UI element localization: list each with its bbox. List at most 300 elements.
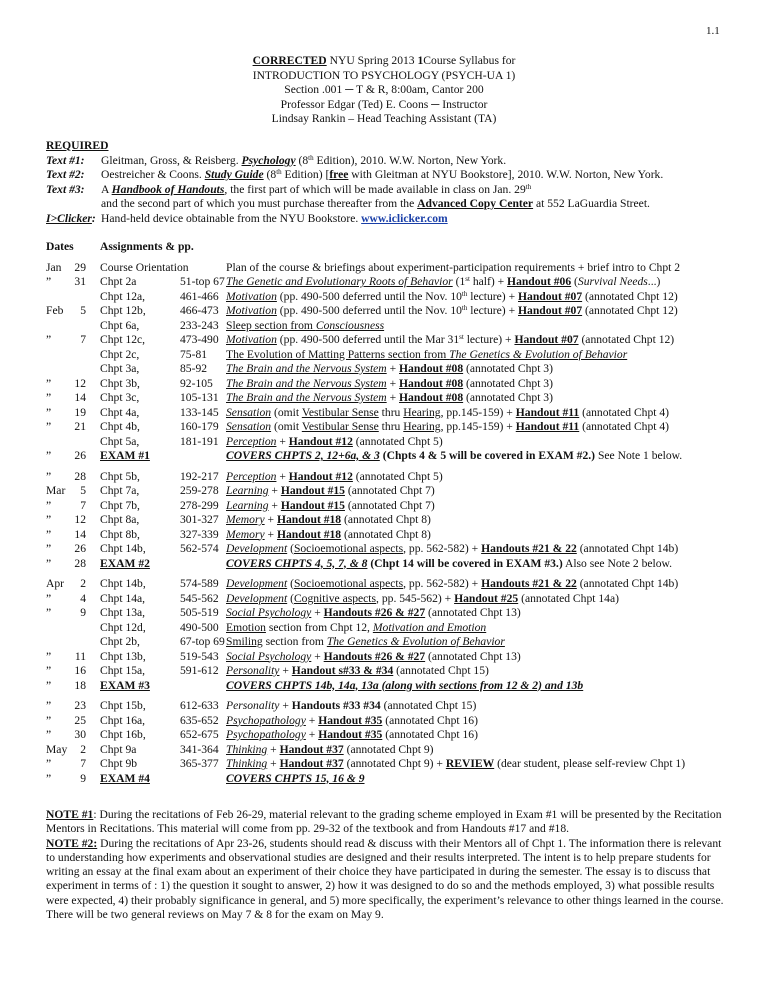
- description-segment: Handout #15: [280, 498, 345, 512]
- description-segment: +: [279, 699, 292, 712]
- row-description: [226, 728, 478, 743]
- text2-content: [101, 168, 663, 183]
- description-segment: , pp. 562-582) +: [403, 577, 482, 590]
- row-day: 25: [74, 713, 86, 727]
- description-segment: Handout #11: [515, 420, 580, 433]
- row-day: 2: [80, 742, 86, 756]
- description-segment: Social Psychology: [226, 649, 312, 663]
- row-chapter: Chpt 14a,: [100, 591, 146, 605]
- required-title: REQUIRED: [46, 139, 109, 152]
- description-segment: Survival Needs: [577, 275, 648, 288]
- row-pages: 327-339: [180, 527, 219, 541]
- description-segment: (annotated Chpt 14b): [576, 577, 679, 590]
- row-description: [226, 348, 627, 363]
- description-segment: (annotated Chpt 5): [352, 434, 443, 448]
- description-segment: Handouts #26 & #27: [323, 606, 426, 619]
- row-description: [226, 606, 521, 621]
- text3-b: , the first part of which will be made available in class on Jan. 29: [224, 182, 526, 196]
- description-segment: (annotated Chpt 13): [425, 649, 521, 663]
- description-segment: (annotated Chpt 7): [344, 484, 435, 497]
- row-day: 5: [80, 304, 86, 317]
- note-2-label: NOTE #2:: [46, 836, 98, 850]
- row-description: [226, 275, 660, 290]
- row-description: [226, 664, 489, 679]
- description-segment: Psychopathology: [226, 728, 306, 741]
- schedule-row: [46, 757, 766, 772]
- description-segment: Hearing: [403, 420, 441, 433]
- schedule-rows: [46, 261, 766, 787]
- description-segment: Learning: [226, 498, 269, 512]
- description-segment: (annotated Chpt 7): [344, 498, 435, 512]
- description-segment: COVERS CHPTS 4, 5, 7, & 8: [226, 556, 368, 570]
- row-chapter: Chpt 8a,: [100, 513, 140, 526]
- description-segment: +: [268, 498, 281, 512]
- row-month: ”: [46, 606, 52, 619]
- required-title-row: [46, 139, 736, 154]
- copy-center: Advanced Copy Center: [417, 197, 534, 210]
- header-marker: 1: [417, 54, 424, 67]
- syllabus-header: [0, 54, 768, 127]
- description-segment: The Genetic and Evolutionary Roots of Behavior: [226, 275, 453, 288]
- row-day: 7: [80, 757, 86, 770]
- description-segment: (annotated Chpt 3): [463, 376, 553, 390]
- description-segment: , pp. 562-582) +: [403, 542, 482, 555]
- row-day: 30: [74, 728, 86, 741]
- row-month: ”: [46, 664, 52, 677]
- description-segment: (: [287, 577, 294, 590]
- description-segment: th: [461, 304, 468, 312]
- instructor: Professor Edgar (Ted) E. Coons ─ Instructor: [280, 97, 488, 111]
- row-description: [226, 650, 521, 665]
- row-pages: 519-543: [180, 649, 219, 663]
- description-segment: Handout #37: [279, 757, 344, 770]
- row-chapter: Chpt 12d,: [100, 620, 146, 634]
- text1-title: Psychology: [241, 153, 296, 167]
- row-chapter: Chpt 14b,: [100, 542, 146, 555]
- description-segment: Memory: [226, 527, 265, 541]
- description-segment: Handout #06: [507, 275, 572, 288]
- row-chapter: Chpt 3b,: [100, 376, 140, 390]
- row-day: 28: [74, 469, 86, 483]
- row-pages: 51-top 67: [180, 275, 225, 288]
- description-segment: Social Psychology: [226, 606, 312, 619]
- description-segment: Consciousness: [315, 318, 385, 332]
- schedule-row: [46, 333, 766, 348]
- row-pages: 301-327: [180, 513, 219, 526]
- row-chapter: Chpt 15a,: [100, 664, 146, 677]
- row-chapter: Chpt 4a,: [100, 405, 140, 419]
- description-segment: section from: [385, 347, 450, 361]
- row-chapter: Chpt 16a,: [100, 713, 146, 727]
- note-1: [46, 808, 726, 837]
- description-segment: (Chpt 14 will be covered in EXAM #3.): [367, 556, 563, 570]
- description-segment: Hearing: [403, 405, 441, 419]
- row-pages: 105-131: [180, 391, 219, 404]
- schedule-row: [46, 499, 766, 514]
- row-description: [226, 679, 583, 694]
- row-pages: 341-364: [180, 742, 219, 756]
- row-pages: 365-377: [180, 757, 219, 770]
- description-segment: Handout #18: [276, 513, 342, 526]
- row-pages: 466-473: [180, 304, 219, 317]
- description-segment: Handout #18: [276, 527, 342, 541]
- row-description: [226, 484, 435, 499]
- description-segment: , pp. 545-562) +: [376, 591, 455, 605]
- text3-a: A: [101, 182, 112, 196]
- row-pages: 75-81: [180, 347, 208, 361]
- iclicker-link[interactable]: www.iclicker.com: [361, 211, 448, 225]
- exam-row: [46, 679, 766, 694]
- row-month: ”: [46, 275, 52, 288]
- row-month: ”: [46, 649, 52, 663]
- row-chapter: EXAM #4: [100, 771, 150, 785]
- description-segment: th: [461, 289, 468, 298]
- description-segment: (annotated Chpt 12): [578, 333, 675, 346]
- schedule-row: [46, 290, 766, 305]
- iclicker-label: I>Clicker: [46, 211, 92, 225]
- description-segment: Sleep: [226, 318, 252, 332]
- text3-line2a: and the second part of which you must purchase thereafter from the: [101, 197, 418, 210]
- description-segment: Handout #08: [399, 376, 464, 390]
- row-month: Jan: [46, 260, 62, 274]
- schedule-header-row: [46, 240, 766, 255]
- row-chapter: Chpt 2a: [100, 275, 137, 288]
- description-segment: +: [311, 649, 324, 663]
- description-segment: Motivation and Emotion: [372, 620, 487, 634]
- row-pages: 181-191: [180, 434, 219, 448]
- row-chapter: Chpt 16b,: [100, 728, 146, 741]
- description-segment: +: [267, 757, 280, 770]
- row-chapter: Chpt 5b,: [100, 469, 140, 483]
- iclicker-label-wrap: [46, 212, 96, 227]
- note-2: [46, 837, 726, 923]
- description-segment: +: [311, 606, 324, 619]
- text2-pub: with Gleitman at NYU Bookstore], 2010. W.W. Norton, New York.: [348, 168, 664, 181]
- text1-content: [101, 154, 506, 169]
- row-description: [226, 513, 431, 528]
- description-segment: (annotated Chpt 5): [352, 469, 443, 483]
- description-segment: section from Chpt 12,: [265, 620, 373, 634]
- description-segment: The Brain and the Nervous System: [226, 362, 387, 375]
- description-segment: +: [264, 513, 277, 526]
- description-segment: (annotated Chpt 8): [341, 527, 431, 541]
- row-pages: 574-589: [180, 577, 219, 590]
- description-segment: +: [276, 434, 289, 448]
- row-description: [226, 261, 680, 276]
- row-month: ”: [46, 591, 52, 605]
- row-pages: 635-652: [180, 713, 219, 727]
- text1-sup: th: [308, 153, 314, 162]
- description-segment: +: [305, 728, 319, 741]
- row-chapter: Chpt 12b,: [100, 304, 146, 317]
- row-pages: 278-299: [180, 498, 219, 512]
- description-segment: +: [276, 469, 289, 483]
- description-segment: lecture) +: [463, 333, 515, 346]
- description-segment: (omit: [271, 420, 302, 433]
- description-segment: (annotated Chpt 9) +: [343, 757, 446, 770]
- row-month: ”: [46, 376, 52, 390]
- description-segment: Perception: [226, 469, 277, 483]
- row-chapter: Chpt 14b,: [100, 577, 146, 590]
- row-day: 29: [74, 260, 86, 274]
- description-segment: Thinking: [226, 757, 268, 770]
- schedule-row: [46, 528, 766, 543]
- schedule-row: [46, 650, 766, 665]
- schedule-table: [46, 240, 766, 786]
- row-description: [226, 592, 619, 607]
- description-segment: , pp.145-159) +: [440, 420, 516, 433]
- text3-row-2: [46, 197, 736, 212]
- row-day: 19: [74, 405, 86, 419]
- row-day: 26: [74, 542, 86, 555]
- row-description: [226, 449, 682, 464]
- row-description: [226, 377, 553, 392]
- description-segment: (: [287, 591, 294, 605]
- description-segment: (annotated Chpt 14a): [518, 591, 619, 605]
- description-segment: +: [264, 527, 277, 541]
- notes-section: [46, 808, 726, 922]
- description-segment: Socioemotional aspects: [293, 577, 404, 590]
- row-chapter: Chpt 8b,: [100, 527, 140, 541]
- iclicker-colon: :: [91, 211, 96, 225]
- row-day: 12: [74, 513, 86, 526]
- schedule-row: [46, 470, 766, 485]
- row-description: [226, 714, 478, 729]
- description-segment: Motivation: [226, 289, 277, 303]
- description-segment: (annotated Chpt 12): [582, 289, 678, 303]
- description-segment: (: [287, 542, 294, 555]
- row-month: Feb: [46, 304, 64, 317]
- dates-header: Dates: [46, 240, 74, 253]
- description-segment: (dear student, please self-review Chpt 1): [494, 757, 686, 770]
- row-description: [226, 499, 435, 514]
- schedule-row: [46, 420, 766, 435]
- row-day: 9: [80, 606, 86, 619]
- row-description: [226, 391, 553, 406]
- exam-row: [46, 557, 766, 572]
- row-description: [226, 319, 384, 334]
- text3-line2b: at 552 LaGuardia Street.: [533, 197, 650, 210]
- description-segment: Memory: [226, 513, 265, 526]
- row-description: [226, 435, 443, 450]
- schedule-row: [46, 362, 766, 377]
- description-segment: (pp. 490-500 deferred until the Mar 31: [276, 333, 460, 346]
- row-month: ”: [46, 556, 52, 570]
- description-segment: Cognitive aspects: [293, 591, 377, 605]
- text3-content: [101, 183, 531, 198]
- description-segment: (Chpts 4 & 5 will be covered in EXAM #2.): [379, 449, 596, 462]
- description-segment: (omit: [271, 405, 302, 419]
- row-description: [226, 304, 678, 319]
- row-pages: 85-92: [180, 362, 208, 375]
- row-chapter: Chpt 13a,: [100, 606, 146, 619]
- description-segment: +: [268, 484, 281, 497]
- page-number: 1.1: [706, 25, 720, 37]
- row-day: 2: [80, 577, 86, 590]
- description-segment: The Evolution of Matting Patterns: [226, 347, 386, 361]
- description-segment: , pp.145-159) +: [440, 405, 516, 419]
- description-segment: Handout #08: [399, 362, 464, 375]
- schedule-row: [46, 391, 766, 406]
- description-segment: Handout #12: [288, 469, 353, 483]
- schedule-row: [46, 377, 766, 392]
- description-segment: Handout #35: [318, 728, 383, 741]
- description-segment: COVERS CHPTS 14b, 14a, 13a (along with sections from 12 & 2) and 13b: [226, 678, 584, 692]
- description-segment: lecture) +: [467, 289, 519, 303]
- row-day: 16: [74, 664, 86, 677]
- description-segment: (annotated Chpt 16): [382, 728, 478, 741]
- text2-ed: (8: [263, 168, 277, 181]
- row-chapter: Chpt 5a,: [100, 434, 140, 448]
- row-chapter: Chpt 2b,: [100, 635, 140, 648]
- row-description: [226, 621, 486, 636]
- description-segment: (annotated Chpt 3): [463, 391, 553, 404]
- description-segment: Smiling: [226, 635, 263, 648]
- description-segment: Handout #25: [454, 591, 519, 605]
- schedule-row: [46, 348, 766, 363]
- row-pages: 490-500: [180, 620, 219, 634]
- description-segment: st: [459, 333, 464, 341]
- description-segment: section from: [262, 635, 327, 648]
- row-chapter: Chpt 7a,: [100, 484, 140, 497]
- description-segment: section from: [251, 318, 316, 332]
- row-pages: 545-562: [180, 591, 219, 605]
- row-description: [226, 772, 365, 787]
- row-day: 21: [74, 420, 86, 433]
- description-segment: Vestibular Sense: [301, 405, 379, 419]
- course-title: INTRODUCTION TO PSYCHOLOGY (PSYCH-UA 1): [252, 68, 516, 82]
- row-chapter: Course Orientation: [100, 260, 189, 274]
- note-1-text: : During the recitations of Feb 26-29, material relevant to the grading scheme employed in Exam #1 will be presented by the Recitation Mentors in Recitations. This material will come from pp. 29-32 of the textbook and from Handouts #17 and #18.: [46, 808, 722, 836]
- description-segment: The Genetics & Evolution of Behavior: [326, 635, 505, 648]
- description-segment: Motivation: [226, 304, 277, 317]
- schedule-row: [46, 664, 766, 679]
- row-pages: 233-243: [180, 318, 219, 332]
- schedule-row: [46, 606, 766, 621]
- row-description: [226, 406, 669, 421]
- text2-row: [46, 168, 736, 183]
- schedule-row: [46, 577, 766, 592]
- description-segment: Personality: [226, 699, 280, 712]
- row-description: [226, 362, 553, 377]
- header-term: NYU Spring 2013: [326, 54, 418, 67]
- description-segment: Sensation: [226, 420, 272, 433]
- row-day: 12: [74, 376, 86, 390]
- row-pages: 67-top 69: [180, 635, 225, 648]
- description-segment: +: [267, 742, 280, 756]
- row-month: ”: [46, 728, 52, 741]
- text3-row: [46, 183, 736, 198]
- description-segment: (annotated Chpt 16): [382, 713, 478, 727]
- description-segment: +: [386, 391, 400, 404]
- schedule-row: [46, 621, 766, 636]
- text2-label: Text #2:: [46, 168, 85, 181]
- description-segment: +: [386, 376, 400, 390]
- schedule-row: [46, 261, 766, 276]
- text2-ed2: Edition) [: [281, 168, 330, 181]
- row-description: [226, 757, 685, 772]
- row-pages: 652-675: [180, 728, 219, 741]
- note-1-label: NOTE #1: [46, 808, 94, 821]
- description-segment: (annotated Chpt 13): [425, 606, 521, 619]
- text3-sup: th: [525, 182, 532, 191]
- description-segment: Sensation: [226, 405, 272, 419]
- description-segment: Handouts #33 #34: [291, 699, 381, 712]
- schedule-row: [46, 275, 766, 290]
- text3-content-2: [101, 197, 650, 212]
- description-segment: COVERS CHPTS 2, 12+6a, & 3: [226, 449, 380, 462]
- description-segment: thru: [378, 405, 404, 419]
- iclicker-content: [101, 212, 448, 227]
- description-segment: See Note 1 below.: [595, 449, 683, 462]
- text2-authors: Oestreicher & Coons.: [101, 168, 205, 181]
- row-day: 31: [74, 275, 86, 288]
- note-2-text: During the recitations of Apr 23-26, students should read & discuss with their Mentors all of Chpt 1. The information there is relevant to understanding how experiments and observational studies are designed and their results interpreted. The intent is to help prepare students for writing an essay at the final exam about an experiment of their choice they have participated in during the semester. The essay is to discuss that experiment in terms of : 1) the question it sought to answer, 2) how it was designed to do so and the methods employed, 3) what possible results were expected, 4) their probably significance in general, and 5) more specifically, the experiment’s relevance to other things learned in the course. There will be two general reviews on May 7 & 8 for the exam on May 9.: [46, 836, 724, 922]
- schedule-row: [46, 513, 766, 528]
- row-pages: 133-145: [180, 405, 219, 419]
- row-month: ”: [46, 405, 52, 419]
- description-segment: Handout #07: [514, 333, 579, 346]
- row-month: ”: [46, 527, 52, 541]
- exam-row: [46, 772, 766, 787]
- row-chapter: Chpt 12a,: [100, 289, 146, 303]
- head-ta: Lindsay Rankin – Head Teaching Assistant (TA): [271, 112, 497, 126]
- description-segment: Plan of the course & briefings about experiment-participation requirements + brief intro to Chpt 2: [226, 260, 681, 274]
- row-month: ”: [46, 542, 52, 555]
- description-segment: Handout #07: [518, 289, 583, 303]
- description-segment: Perception: [226, 434, 277, 448]
- description-segment: Learning: [226, 484, 269, 497]
- row-day: 4: [80, 591, 86, 605]
- row-day: 5: [80, 484, 86, 497]
- description-segment: Handouts #21 & 22: [481, 577, 577, 590]
- row-description: [226, 333, 674, 348]
- description-segment: Handout s#33 & #34: [291, 664, 394, 677]
- description-segment: (annotated Chpt 3): [463, 362, 553, 375]
- description-segment: ...): [647, 275, 661, 288]
- description-segment: +: [305, 713, 319, 727]
- description-segment: COVERS CHPTS 15, 16 & 9: [226, 771, 365, 785]
- description-segment: Development: [226, 591, 288, 605]
- row-description: [226, 528, 431, 543]
- text2-title: Study Guide: [204, 168, 264, 181]
- row-month: ”: [46, 771, 52, 785]
- description-segment: (pp. 490-500 deferred until the Nov. 10: [276, 304, 462, 317]
- description-segment: lecture) +: [467, 304, 519, 317]
- description-segment: (annotated Chpt 12): [582, 304, 678, 317]
- row-pages: 92-105: [180, 376, 213, 390]
- description-segment: (annotated Chpt 15): [380, 699, 477, 712]
- row-chapter: Chpt 13b,: [100, 649, 146, 663]
- description-segment: (1: [452, 275, 466, 288]
- row-chapter: Chpt 4b,: [100, 420, 140, 433]
- row-day: 28: [74, 556, 86, 570]
- description-segment: Vestibular Sense: [301, 420, 379, 433]
- text1-pub: Edition), 2010. W.W. Norton, New York.: [313, 153, 507, 167]
- row-chapter: EXAM #2: [100, 556, 150, 570]
- description-segment: Handouts #21 & 22: [481, 542, 577, 555]
- row-chapter: Chpt 6a,: [100, 318, 140, 332]
- description-segment: Socioemotional aspects: [293, 542, 404, 555]
- row-day: 9: [80, 771, 86, 785]
- description-segment: Handout #07: [518, 304, 583, 317]
- row-month: ”: [46, 420, 52, 433]
- text1-row: [46, 154, 736, 169]
- description-segment: Motivation: [226, 333, 277, 346]
- row-month: ”: [46, 449, 52, 462]
- description-segment: (annotated Chpt 14b): [576, 542, 679, 555]
- text1-label: Text #1:: [46, 153, 85, 167]
